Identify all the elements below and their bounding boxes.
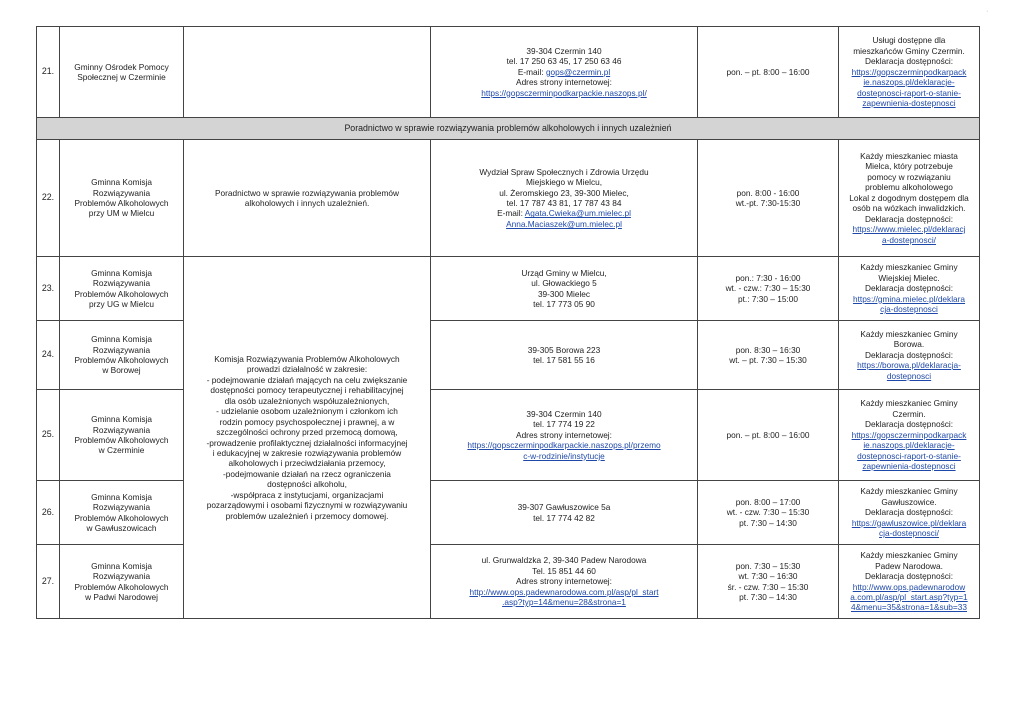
link[interactable]: ie.naszops.pl/deklaracje-	[863, 440, 955, 451]
accessibility-line	[841, 528, 977, 538]
row-number: 22.	[37, 140, 60, 257]
hours-line: wt. - czw. 7:30 – 15:30	[726, 507, 810, 518]
institution-name	[60, 545, 184, 619]
shared-services-line: i edukacyjnej w zakresie rozwiązywania problemów	[212, 447, 402, 458]
link[interactable]: dostepnosci-raport-o-stanie-	[857, 87, 961, 98]
address-text: tel. 17 774 42 82	[533, 512, 595, 523]
accessibility-line	[841, 550, 977, 560]
accessibility-text: Mielca, który potrzebuje	[865, 161, 953, 172]
accessibility-text: Czermin.	[892, 408, 926, 419]
accessibility-line	[841, 461, 977, 471]
accessibility-line	[841, 56, 977, 66]
accessibility-line	[841, 224, 977, 234]
accessibility-text: osób na wózkach inwalidzkich.	[852, 203, 966, 214]
accessibility-line	[841, 35, 977, 45]
accessibility-line	[841, 262, 977, 272]
address-line	[433, 278, 695, 288]
accessibility-text: Usługi dostępne dla	[872, 35, 946, 46]
row-number: 21.	[37, 27, 60, 118]
accessibility-text: Deklaracja dostępności:	[864, 419, 954, 430]
accessibility-text: Każdy mieszkaniec Gminy	[860, 486, 958, 497]
address-line	[433, 177, 695, 187]
accessibility-text: Każdy mieszkaniec Gminy	[860, 328, 958, 339]
link[interactable]: a-dostepnosci/	[882, 234, 936, 245]
hours-cell	[698, 390, 839, 481]
institution-name-line: Gminna Komisja	[91, 267, 152, 278]
accessibility-cell	[839, 545, 980, 619]
institution-name-line: w Czerminie	[98, 445, 145, 456]
link[interactable]: .asp?typ=14&menu=28&strona=1	[502, 597, 626, 608]
address-text: tel. 17 581 55 16	[533, 355, 595, 365]
table-row	[37, 481, 980, 545]
accessibility-line	[841, 582, 977, 592]
address-line	[433, 77, 695, 87]
link[interactable]: zapewnienia-dostepnosci	[862, 98, 956, 109]
institution-name-line: Rozwiązywania	[92, 344, 151, 355]
address-line	[433, 576, 695, 586]
link[interactable]: a.com.pl/asp/pl_start.asp?typ=1	[850, 591, 968, 602]
link[interactable]: cja-dostepnosci/	[879, 528, 939, 539]
shared-services-line: -współpraca z instytucjami, organizacjami	[230, 489, 384, 500]
accessibility-text: Deklaracja dostępności:	[864, 213, 954, 224]
address-line	[433, 597, 695, 607]
shared-services-line: Komisja Rozwiązywania Problemów Alkoholowych	[214, 353, 400, 364]
address-cell	[431, 545, 698, 619]
link[interactable]: c-w-rodzinie/instytucje	[523, 450, 605, 461]
accessibility-text: pomocy w rozwiązaniu	[867, 171, 951, 182]
section-header-row	[37, 118, 980, 140]
accessibility-line	[841, 329, 977, 339]
link[interactable]: Agata.Cwieka@um.mielec.pl	[524, 208, 631, 219]
accessibility-line	[841, 371, 977, 381]
institution-name-line: Gminna Komisja	[91, 334, 152, 345]
shared-services-line: -podejmowanie działań na rzecz ograniczenia	[223, 468, 391, 479]
accessibility-line	[841, 67, 977, 77]
table-row	[37, 321, 980, 390]
link[interactable]: https://www.mielec.pl/deklaracj	[852, 224, 966, 235]
hours-line: pt.: 7:30 – 15:00	[738, 293, 798, 304]
hours-line: pon. 8:00 - 16:00	[736, 187, 800, 198]
hours-line: pon. – pt. 8:00 – 16:00	[726, 66, 810, 77]
accessibility-line	[841, 592, 977, 602]
address-line	[433, 299, 695, 309]
accessibility-line	[841, 350, 977, 360]
link[interactable]: ie.naszops.pl/deklaracje-	[863, 77, 955, 88]
institution-name-line: w Borowej	[102, 365, 141, 376]
institution-name	[60, 390, 184, 481]
hours-line: pon. 8:30 – 16:30	[735, 344, 801, 355]
services-cell	[184, 140, 431, 257]
hours-line: śr. - czw. 7:30 – 15:30	[727, 581, 809, 592]
row-number: 27.	[37, 545, 60, 619]
address-text: ul. Żeromskiego 23, 39-300 Mielec,	[499, 187, 629, 198]
address-cell	[431, 321, 698, 390]
hours-line: wt. 7:30 – 16:30	[738, 571, 798, 582]
address-line	[433, 409, 695, 419]
accessibility-line	[841, 161, 977, 171]
services-cell	[184, 27, 431, 118]
accessibility-line	[841, 193, 977, 203]
accessibility-line	[841, 571, 977, 581]
accessibility-text: Lokal z dogodnym dostępem dla	[849, 192, 969, 203]
link[interactable]: gops@czermin.pl	[545, 66, 611, 77]
accessibility-line	[841, 339, 977, 349]
services-line: Poradnictwo w sprawie rozwiązywania problemów	[215, 187, 399, 198]
accessibility-text: Deklaracja dostępności:	[864, 349, 954, 360]
address-line	[433, 451, 695, 461]
address-text: Miejskiego w Mielcu,	[525, 177, 603, 188]
institution-name-line: Gminna Komisja	[91, 414, 152, 425]
accessibility-line	[841, 151, 977, 161]
address-text: Adres strony internetowej:	[516, 429, 612, 440]
link[interactable]: cja-dostepnosci	[880, 304, 938, 315]
accessibility-line	[841, 203, 977, 213]
hours-cell	[698, 27, 839, 118]
institution-name	[60, 481, 184, 545]
institution-name-line: Problemów Alkoholowych	[74, 512, 169, 523]
institution-name-line: w Gawłuszowicach	[86, 522, 157, 533]
shared-services-line: problemów uzależnień i przemocy domowej.	[225, 510, 389, 521]
table-row	[37, 390, 980, 481]
link[interactable]: https://gopsczerminpodkarpackie.naszops.pl/	[481, 87, 647, 98]
address-cell	[431, 481, 698, 545]
accessibility-line	[841, 88, 977, 98]
shared-services-line: dostępności alkoholu,	[267, 479, 347, 490]
shared-services-line: szczególności ochrony przed przemocą domową,	[216, 427, 398, 438]
accessibility-text: problemu alkoholowego	[865, 182, 953, 193]
row-number: 25.	[37, 390, 60, 481]
accessibility-line	[841, 398, 977, 408]
accessibility-line	[841, 430, 977, 440]
shared-services-cell	[184, 257, 431, 619]
hours-line: pon. 7:30 – 15:30	[735, 560, 801, 571]
accessibility-cell	[839, 27, 980, 118]
address-text: Urząd Gminy w Mielcu,	[521, 267, 607, 278]
accessibility-text: Deklaracja dostępności:	[864, 571, 954, 582]
institution-name-line: Rozwiązywania	[92, 187, 151, 198]
accessibility-line	[841, 561, 977, 571]
hours-line: wt.-pt. 7:30-15:30	[735, 198, 801, 208]
hours-line: pon. 8:00 – 17:00	[735, 496, 801, 507]
accessibility-line	[841, 294, 977, 304]
link[interactable]: 4&menu=35&strona=1&sub=33	[850, 602, 967, 613]
table-row	[37, 257, 980, 321]
hours-line: wt. – pt. 7:30 – 15:30	[729, 355, 807, 365]
link[interactable]: https://gopsczerminpodkarpackie.naszops.pl/przemo	[467, 440, 661, 451]
accessibility-line	[841, 497, 977, 507]
link[interactable]: https://gopsczerminpodkarpack	[851, 66, 967, 77]
row-number: 24.	[37, 321, 60, 390]
address-cell	[431, 257, 698, 321]
address-line	[433, 198, 695, 208]
accessibility-line	[841, 235, 977, 245]
institution-name-line: Problemów Alkoholowych	[74, 198, 169, 208]
institution-name-line: Gminny Ośrodek Pomocy	[74, 61, 169, 72]
accessibility-line	[841, 360, 977, 370]
institution-name-line: w Padwi Narodowej	[85, 591, 158, 602]
address-line	[433, 430, 695, 440]
shared-services-line: alkoholowych i przeciwdziałania przemocy,	[228, 458, 386, 469]
address-line	[433, 268, 695, 278]
accessibility-text: Wiejskiej Mielec.	[878, 272, 940, 283]
address-line	[433, 167, 695, 177]
address-text: tel. 17 774 19 22	[533, 419, 595, 430]
institution-name-line: Problemów Alkoholowych	[74, 581, 169, 592]
row-number: 23.	[37, 257, 60, 321]
institution-name-line: Rozwiązywania	[92, 571, 151, 582]
accessibility-text: Deklaracja dostępności:	[864, 283, 954, 294]
address-text: Wydział Spraw Społecznych i Zdrowia Urzędu	[479, 166, 649, 177]
address-cell	[431, 140, 698, 257]
address-text: 39-304 Czermin 140	[526, 45, 602, 56]
address-line	[433, 219, 695, 229]
accessibility-line	[841, 283, 977, 293]
address-text: 39-305 Borowa 223	[527, 344, 601, 355]
row-number: 26.	[37, 481, 60, 545]
accessibility-line	[841, 486, 977, 496]
accessibility-text: Każdy mieszkaniec Gminy	[860, 550, 958, 561]
institution-name-line: Problemów Alkoholowych	[74, 355, 169, 365]
table-row	[37, 545, 980, 619]
accessibility-line	[841, 304, 977, 314]
address-text: ul. Grunwaldzka 2, 39-340 Padew Narodowa	[481, 555, 647, 566]
address-text: Adres strony internetowej:	[516, 77, 612, 88]
address-line	[433, 440, 695, 450]
link[interactable]: https://gopsczerminpodkarpack	[851, 429, 967, 440]
address-line	[433, 587, 695, 597]
address-line	[433, 289, 695, 299]
institution-name-line: przy UG w Mielcu	[88, 298, 154, 309]
hours-cell	[698, 321, 839, 390]
institutions-table	[36, 26, 980, 619]
accessibility-text: Padew Narodowa.	[875, 560, 943, 571]
accessibility-text: Każdy mieszkaniec Gminy	[860, 262, 958, 273]
link[interactable]: Anna.Maciaszek@um.mielec.pl	[506, 218, 622, 229]
hours-cell	[698, 545, 839, 619]
institution-name-line: Gminna Komisja	[91, 491, 152, 502]
address-line	[433, 555, 695, 565]
accessibility-cell	[839, 390, 980, 481]
address-line	[433, 355, 695, 365]
accessibility-text: Każdy mieszkaniec Gminy	[860, 398, 958, 409]
address-line	[433, 513, 695, 523]
address-cell	[431, 27, 698, 118]
accessibility-line	[841, 182, 977, 192]
shared-services-line: dla osób uzależnionych współuzależnionych,	[224, 395, 390, 406]
accessibility-line	[841, 440, 977, 450]
address-text: tel. 17 773 05 90	[533, 298, 595, 309]
hours-line: pt. 7:30 – 14:30	[739, 517, 797, 528]
shared-services-line: -prowadzenie profilaktycznej działalności informacyjnej	[206, 437, 408, 448]
institution-name	[60, 140, 184, 257]
institution-name-line: Rozwiązywania	[92, 424, 151, 435]
hours-cell	[698, 481, 839, 545]
address-text: 39-300 Mielec	[537, 288, 591, 299]
accessibility-line	[841, 273, 977, 283]
accessibility-text: Każdy mieszkaniec miasta	[860, 150, 958, 161]
institution-name	[60, 27, 184, 118]
accessibility-line	[841, 409, 977, 419]
shared-services-line: dostępności pomocy terapeutycznej i rehabilitacyjnej	[210, 385, 404, 396]
hours-cell	[698, 140, 839, 257]
accessibility-line	[841, 602, 977, 612]
accessibility-cell	[839, 257, 980, 321]
address-text: ul. Głowackiego 5	[531, 278, 597, 289]
address-line	[433, 566, 695, 576]
address-line	[433, 208, 695, 218]
table-row	[37, 140, 980, 257]
shared-services-line: pozarządowymi i osobami fizycznymi w rozwiązywaniu	[206, 500, 408, 511]
accessibility-text: Deklaracja dostępności:	[864, 56, 954, 67]
address-text: 39-307 Gawłuszowice 5a	[517, 502, 611, 513]
accessibility-cell	[839, 481, 980, 545]
section-title: Poradnictwo w sprawie rozwiązywania problemów alkoholowych i innych uzależnień	[37, 118, 980, 140]
hours-line: wt. - czw.: 7:30 – 15:30	[725, 283, 811, 294]
institution-name-line: Rozwiązywania	[92, 278, 151, 289]
address-text: Tel. 15 851 44 60	[532, 565, 596, 576]
accessibility-text: Deklaracja dostępności:	[864, 507, 954, 518]
scan-mark: ·	[986, 8, 989, 15]
address-text: E-mail:	[497, 208, 525, 219]
address-text: tel. 17 787 43 81, 17 787 43 84	[506, 198, 622, 208]
address-text: Adres strony internetowej:	[516, 576, 612, 587]
shared-services-line: - udzielanie osobom uzależnionym i członkom ich	[216, 406, 398, 417]
address-text: tel. 17 250 63 45, 17 250 63 46	[506, 56, 622, 67]
institution-name	[60, 257, 184, 321]
link[interactable]: http://www.ops.padewnarodow	[852, 581, 966, 592]
address-line	[433, 188, 695, 198]
accessibility-line	[841, 451, 977, 461]
accessibility-line	[841, 98, 977, 108]
accessibility-line	[841, 77, 977, 87]
institution-name-line: Problemów Alkoholowych	[74, 435, 169, 445]
shared-services-line: rodzin pomocy psychospołecznej i prawnej, a w	[219, 416, 395, 427]
address-line	[433, 56, 695, 66]
link[interactable]: dostepnosci-raport-o-stanie-	[857, 450, 961, 461]
accessibility-line	[841, 214, 977, 224]
link[interactable]: https://borowa.pl/deklaracja-	[857, 360, 961, 371]
address-line	[433, 46, 695, 56]
institution-name-line: Problemów Alkoholowych	[74, 288, 169, 299]
address-text: E-mail:	[517, 66, 546, 77]
accessibility-text: Gawłuszowice.	[881, 496, 937, 507]
accessibility-line	[841, 46, 977, 56]
link[interactable]: https://gawluszowice.pl/deklara	[851, 517, 967, 528]
accessibility-line	[841, 172, 977, 182]
institution-name-line: Gminna Komisja	[91, 177, 152, 188]
link[interactable]: dostepnosci	[886, 370, 932, 381]
link[interactable]: http://www.ops.padewnarodowa.com.pl/asp/pl_start	[469, 586, 659, 597]
address-text: 39-304 Czermin 140	[526, 408, 602, 419]
accessibility-cell	[839, 140, 980, 257]
link[interactable]: https://gmina.mielec.pl/deklara	[852, 293, 966, 304]
institution-name-line: Rozwiązywania	[92, 502, 151, 513]
address-line	[433, 88, 695, 98]
hours-line: pon. – pt. 8:00 – 16:00	[726, 429, 810, 440]
institution-name	[60, 321, 184, 390]
accessibility-cell	[839, 321, 980, 390]
institution-name-line: przy UM w Mielcu	[88, 208, 155, 219]
shared-services-line: - podejmowanie działań mających na celu zwiększanie	[206, 374, 408, 385]
address-cell	[431, 390, 698, 481]
hours-line: pon.: 7:30 - 16:00	[735, 272, 801, 283]
address-line	[433, 345, 695, 355]
hours-cell	[698, 257, 839, 321]
address-line	[433, 67, 695, 77]
accessibility-line	[841, 518, 977, 528]
accessibility-text: mieszkańców Gminy Czermin.	[853, 45, 965, 56]
accessibility-text: Borowa.	[893, 339, 925, 350]
institution-name-line: Społecznej w Czerminie	[77, 72, 166, 82]
accessibility-line	[841, 419, 977, 429]
hours-line: pt. 7:30 – 14:30	[739, 591, 797, 602]
shared-services-line: prowadzi działalność w zakresie:	[246, 364, 368, 375]
table-row	[37, 27, 980, 118]
address-line	[433, 502, 695, 512]
address-line	[433, 419, 695, 429]
services-line: alkoholowych i innych uzależnień.	[244, 198, 370, 208]
accessibility-line	[841, 507, 977, 517]
link[interactable]: zapewnienia-dostepnosci	[862, 461, 956, 472]
institution-name-line: Gminna Komisja	[91, 560, 152, 571]
